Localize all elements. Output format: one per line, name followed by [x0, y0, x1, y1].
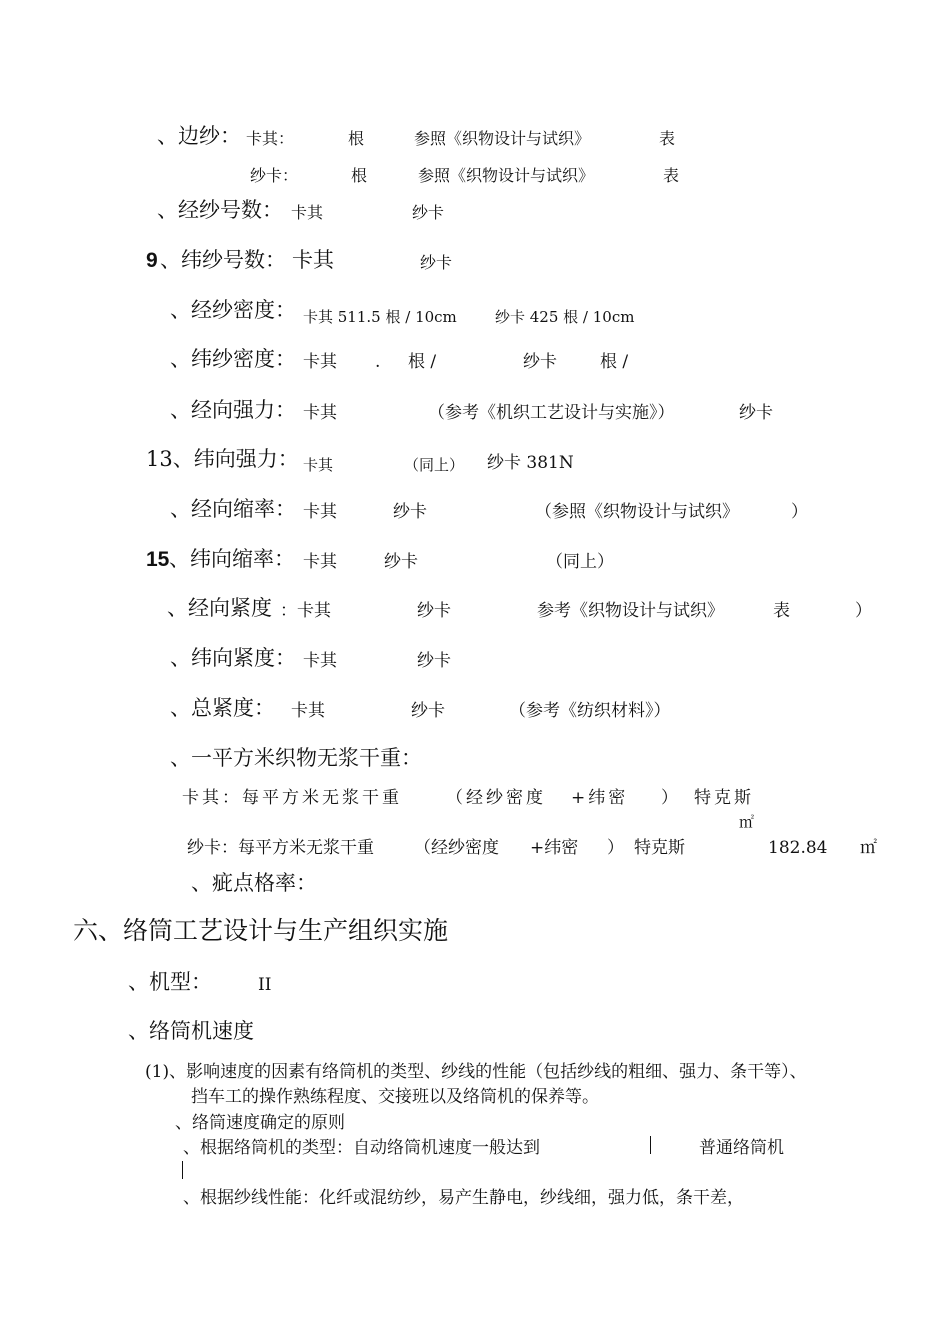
item-warp-count-gabardine: 纱卡 [412, 203, 445, 222]
item-warp-shrinkage-ref: （参照《织物设计与试织》 [535, 502, 739, 522]
item-weft-tightness-label: 、纬向紧度： [170, 646, 296, 670]
item-warp-shrinkage-label: 、经向缩率： [170, 497, 296, 521]
item-warp-strength-label: 、经向强力： [170, 398, 296, 422]
item-weft-count-label: 、纬纱号数： [160, 248, 286, 272]
item-weft-tightness-khaki: 卡其 [303, 651, 337, 671]
machine-model-label: 、机型： [128, 970, 212, 994]
item-total-tightness-khaki: 卡其 [291, 701, 325, 721]
vertical-rule-2 [182, 1161, 183, 1179]
item-total-tightness-ref: （参考《纺织材料》） [509, 701, 671, 721]
item-weft-density-dot: . [375, 352, 381, 372]
item-total-tightness-label: 、总紧度： [170, 696, 275, 720]
item-weft-count-number: 9 [146, 249, 158, 272]
item-dry-weight-label: 、一平方米织物无浆干重： [170, 746, 422, 770]
item-selvage-root-2: 根 [351, 166, 368, 185]
item-warp-density-khaki: 卡其 511.5 根 / 10cm [303, 308, 457, 326]
item-weft-strength-gabardine: 纱卡 381N [487, 453, 574, 473]
dry-weight-khaki-tex: 特克斯 [694, 788, 754, 808]
dry-weight-gabardine-value: 182.84 [768, 838, 828, 858]
item-weft-density-gabardine: 纱卡 [523, 352, 557, 372]
item-total-tightness-gabardine: 纱卡 [411, 701, 445, 721]
item-warp-strength-gabardine: 纱卡 [739, 403, 773, 423]
item-warp-shrinkage-close: ） [791, 502, 808, 522]
item-weft-shrinkage-label: 、纬向缩率： [169, 547, 295, 571]
item-warp-count-khaki: 卡其 [291, 203, 324, 222]
item-selvage-table-2: 表 [663, 166, 680, 185]
dry-weight-gabardine-warp: （经纱密度 [414, 838, 499, 858]
item-warp-tightness-gabardine: 纱卡 [417, 601, 451, 621]
item-selvage-root-1: 根 [348, 129, 365, 148]
speed-ordinary-winder: 普通络筒机 [699, 1138, 784, 1158]
item-warp-tightness-ref: 参考《织物设计与试织》 [537, 601, 724, 621]
item-selvage-khaki: 卡其： [246, 129, 295, 148]
dry-weight-gabardine-text: 纱卡：每平方米无浆干重 [187, 838, 374, 858]
item-weft-density-label: 、纬纱密度： [170, 347, 296, 371]
dry-weight-khaki-weft: +纬密 [571, 788, 629, 808]
item-selvage-ref-1: 参照《织物设计与试织》 [414, 129, 591, 148]
dry-weight-gabardine-tex: 特克斯 [634, 838, 685, 858]
item-weft-shrinkage-khaki: 卡其 [303, 552, 337, 572]
dry-weight-gabardine-weft: +纬密 [530, 838, 579, 858]
dry-weight-khaki-warp: （经纱密度 [446, 788, 546, 808]
item-selvage-ref-2: 参照《织物设计与试织》 [418, 166, 595, 185]
item-warp-shrinkage-khaki: 卡其 [303, 502, 337, 522]
item-warp-strength-ref: （参考《机织工艺设计与实施》） [428, 403, 675, 423]
item-selvage-gabardine: 纱卡： [250, 166, 299, 185]
winding-speed-label: 、络筒机速度 [128, 1019, 254, 1043]
item-weft-tightness-gabardine: 纱卡 [417, 651, 451, 671]
item-warp-shrinkage-gabardine: 纱卡 [393, 502, 427, 522]
item-weft-count-gabardine: 纱卡 [420, 253, 453, 272]
item-warp-density-label: 、经纱密度： [170, 298, 296, 322]
item-weft-strength-khaki: 卡其 [303, 456, 334, 474]
item-weft-density-root-a: 根 / [408, 352, 437, 372]
speed-by-machine-type: 、根据络筒机的类型：自动络筒机速度一般达到 [183, 1138, 540, 1158]
item-weft-density-root-b: 根 / [600, 352, 629, 372]
machine-model-value: II [258, 975, 272, 995]
speed-factors-line-2: 挡车工的操作熟练程度、交接班以及络筒机的保养等。 [191, 1087, 599, 1107]
item-warp-strength-khaki: 卡其 [303, 403, 337, 423]
item-defect-rate-label: 、疵点格率： [191, 871, 317, 895]
item-selvage-label: 、边纱： [157, 124, 241, 148]
item-weft-strength-same: （同上） [404, 456, 465, 474]
speed-principle-heading: 、络筒速度确定的原则 [175, 1113, 345, 1133]
item-selvage-table-1: 表 [659, 129, 676, 148]
dry-weight-khaki-text: 卡其：每平方米无浆干重 [182, 788, 402, 808]
speed-by-yarn-property: 、根据纱线性能：化纤或混纺纱，易产生静电，纱线细，强力低，条干差， [183, 1188, 744, 1208]
item-weft-shrinkage-gabardine: 纱卡 [384, 552, 418, 572]
section-six-heading: 六、络筒工艺设计与生产组织实施 [73, 916, 449, 945]
item-weft-shrinkage-number: 15 [146, 548, 170, 571]
item-weft-density-khaki: 卡其 [303, 352, 337, 372]
vertical-rule-1 [650, 1136, 651, 1154]
item-warp-tightness-khaki: ：卡其 [280, 601, 331, 621]
item-warp-tightness-close: ） [855, 601, 872, 621]
item-warp-density-gabardine: 纱卡 425 根 / 10cm [495, 308, 635, 326]
dry-weight-gabardine-close: ） [607, 838, 624, 858]
item-warp-tightness-table: 表 [773, 601, 790, 621]
item-warp-count-label: 、经纱号数： [157, 198, 283, 222]
item-weft-count-khaki: 卡其 [292, 248, 334, 272]
item-weft-shrinkage-same: （同上） [546, 552, 614, 572]
dry-weight-gabardine-unit: ㎡ [860, 838, 877, 858]
item-weft-strength-label: 13、纬向强力： [146, 447, 299, 471]
dry-weight-khaki-unit: ㎡ [739, 813, 755, 831]
speed-factors-line-1: (1)、影响速度的因素有络筒机的类型、纱线的性能（包括纱线的粗细、强力、条干等）、 [145, 1062, 807, 1082]
dry-weight-khaki-close: ） [661, 788, 678, 808]
item-warp-tightness-label: 、经向紧度 [167, 596, 272, 620]
